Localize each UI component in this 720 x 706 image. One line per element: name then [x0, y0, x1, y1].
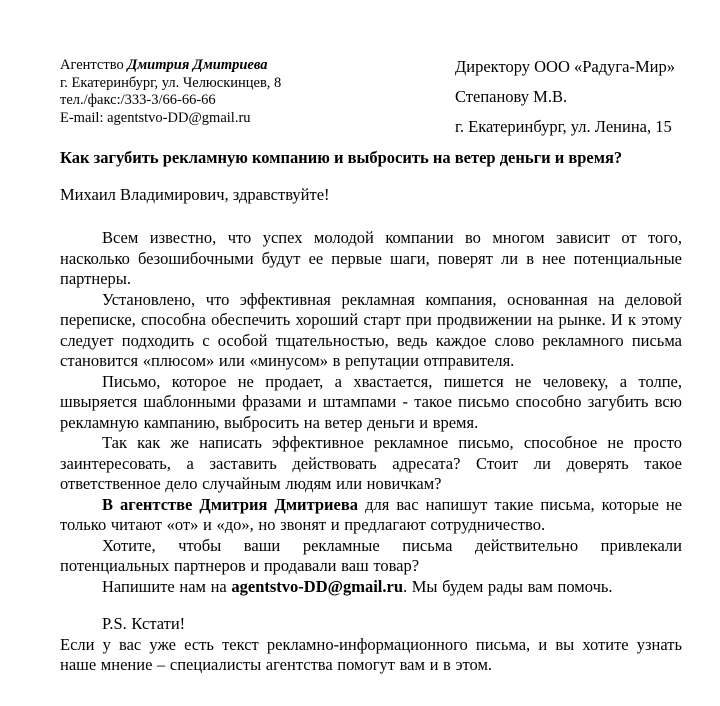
- sender-agency-line: [60, 57, 455, 75]
- ps-body: Если у вас уже есть текст рекламно-информационного письма, и вы хотите узнать наше мнение – специалисты агентства помогут вам и в этом.: [60, 634, 682, 674]
- sender-address: г. Екатеринбург, ул. Челюскинцев, 8: [60, 74, 282, 91]
- paragraph-bad-letter: Письмо, которое не продает, а хвастается, пишется не человеку, а толпе, швыряется шаблонными фразами и штампами - такое письмо способно загубить всю рекламную кампанию, выбросить на ветер деньги и время.: [60, 371, 682, 432]
- recipient-name: Степанову М.В.: [455, 87, 568, 106]
- sender-phone-fax: тел./факс:/333-3/66-66-66: [60, 92, 216, 108]
- agency-offer-rest: для вас напишут такие письма, которые не только читают «от» и «до», но звонят и предлагают сотрудничество.: [60, 494, 682, 534]
- ps-title: P.S. Кстати!: [102, 614, 186, 633]
- letter-header: [60, 57, 682, 142]
- greeting-line: Михаил Владимирович, здравствуйте!: [60, 185, 330, 204]
- recipient-address: г. Екатеринбург, ул. Ленина, 15: [455, 117, 672, 136]
- recipient-title: Директору ООО «Радуга-Мир»: [455, 57, 675, 76]
- subject-line: Как загубить рекламную компанию и выбросить на ветер деньги и время?: [60, 148, 623, 167]
- paragraph-effective-campaign: Установлено, что эффективная рекламная компания, основанная на деловой переписке, способна обеспечить хороший старт при продвижении на рынке. И к этому следует подходить с особой тщательностью, ведь каждое слово рекламного письма становится «плюсом» или «минусом» в репутации отправителя.: [60, 289, 682, 370]
- paragraph-success-intro: Всем известно, что успех молодой компании во многом зависит от того, насколько безошибочными будут ее первые шаги, поверят ли в нее потенциальные партнеры.: [60, 228, 682, 288]
- paragraph-question: Так как же написать эффективное рекламное письмо, способное не просто заинтересовать, а заставить действовать адресата? Стоит ли доверять такое ответственное дело случайным людям или новичкам?: [60, 433, 682, 493]
- paragraph-want-letters: Хотите, чтобы ваши рекламные письма действительно привлекали потенциальных партнеров и продавали ваш товар?: [60, 535, 682, 575]
- agency-name-bold: В агентстве Дмитрия Дмитриева: [102, 494, 359, 514]
- sender-agency-name: Дмитрия Дмитриева: [127, 57, 268, 73]
- sender-agency-prefix: Агентство: [60, 57, 128, 73]
- recipient-block: [455, 52, 682, 142]
- contact-prefix: Напишите нам на: [102, 576, 232, 596]
- paragraph-contact: [60, 577, 682, 598]
- contact-email: agentstvo-DD@gmail.ru: [231, 576, 403, 596]
- contact-suffix: . Мы будем рады вам помочь.: [403, 576, 613, 596]
- paragraph-agency-offer: [60, 495, 682, 536]
- sender-block: [60, 57, 455, 127]
- sender-email: E-mail: agentstvo-DD@gmail.ru: [60, 109, 251, 126]
